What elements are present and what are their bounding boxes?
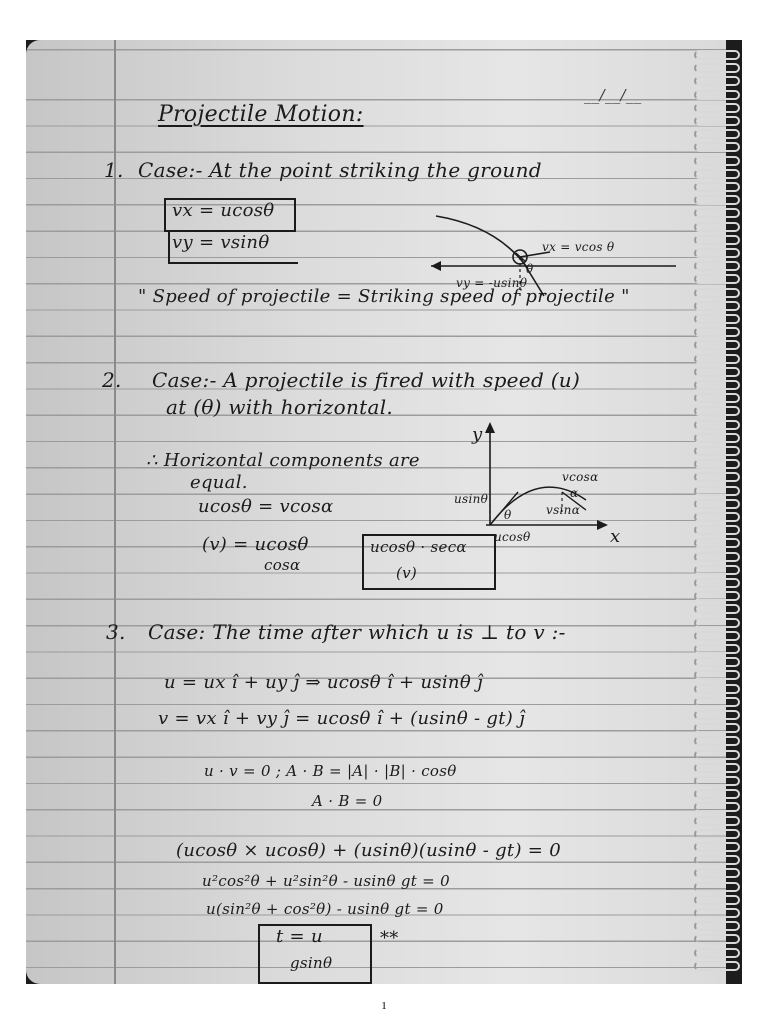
- case1-angle: θ: [526, 262, 534, 276]
- case2-boxed-den: (v): [396, 564, 418, 582]
- spiral-coil: [694, 921, 740, 931]
- spiral-coil: [694, 934, 740, 944]
- spiral-coil: [694, 327, 740, 337]
- case3-eq5: (ucosθ × ucosθ) + (usinθ)(usinθ - gt) = 0: [176, 840, 561, 861]
- spiral-coil: [694, 142, 740, 152]
- spiral-coil: [694, 116, 740, 126]
- case2-eq2-lhs: (v) = ucosθ: [202, 534, 309, 555]
- graph-ucos-label: ucosθ: [494, 530, 531, 544]
- spiral-coil: [694, 882, 740, 892]
- date-field: __/__/__: [584, 86, 642, 104]
- spiral-coil: [694, 459, 740, 469]
- spiral-coil: [694, 684, 740, 694]
- spiral-coil: [694, 367, 740, 377]
- spiral-coil: [694, 446, 740, 456]
- case1-vx-label: vx = vcos θ: [542, 240, 615, 254]
- spiral-coil: [694, 789, 740, 799]
- notebook-spiral: [694, 44, 742, 980]
- spiral-coil: [694, 578, 740, 588]
- spiral-coil: [694, 169, 740, 179]
- graph-x-label: x: [610, 526, 621, 547]
- spiral-coil: [694, 90, 740, 100]
- spiral-coil: [694, 657, 740, 667]
- graph-vsin-label: vsinα: [546, 503, 581, 517]
- spiral-coil: [694, 433, 740, 443]
- spiral-coil: [694, 591, 740, 601]
- spiral-coil: [694, 868, 740, 878]
- spiral-coil: [694, 301, 740, 311]
- spiral-coil: [694, 274, 740, 284]
- case2-heading-line1: Case:- A projectile is fired with speed (u): [152, 368, 581, 392]
- spiral-coil: [694, 776, 740, 786]
- graph-usin-label: usinθ: [454, 492, 489, 506]
- spiral-coil: [694, 842, 740, 852]
- case3-eq2: v = vx î + vy ĵ = ucosθ î + (usinθ - gt) ĵ: [158, 708, 526, 729]
- spiral-coil: [694, 261, 740, 271]
- spiral-coil: [694, 380, 740, 390]
- spiral-coil: [694, 736, 740, 746]
- spiral-coil: [694, 248, 740, 258]
- case3-eq4: A · B = 0: [312, 792, 383, 810]
- case3-eq6: u²cos²θ + u²sin²θ - usinθ gt = 0: [202, 872, 450, 890]
- spiral-coil: [694, 670, 740, 680]
- spiral-coil: [694, 908, 740, 918]
- spiral-coil: [694, 486, 740, 496]
- spiral-coil: [694, 565, 740, 575]
- spiral-coil: [694, 182, 740, 192]
- spiral-coil: [694, 644, 740, 654]
- spiral-coil: [694, 961, 740, 971]
- spiral-coil: [694, 855, 740, 865]
- case1-note: " Speed of projectile = Striking speed of projectile ": [138, 286, 630, 307]
- spiral-coil: [694, 697, 740, 707]
- spiral-coil: [694, 723, 740, 733]
- spiral-coil: [694, 103, 740, 113]
- spiral-coil: [694, 314, 740, 324]
- spiral-coil: [694, 195, 740, 205]
- spiral-coil: [694, 631, 740, 641]
- graph-y-label: y: [472, 424, 483, 445]
- spiral-coil: [694, 393, 740, 403]
- spiral-coil: [694, 499, 740, 509]
- spiral-coil: [694, 406, 740, 416]
- spiral-coil: [694, 222, 740, 232]
- notebook-page: [26, 40, 726, 984]
- spiral-coil: [694, 472, 740, 482]
- case3-eq3: u · v = 0 ; A · B = |A| · |B| · cosθ: [204, 762, 457, 780]
- case2-boxed-num: ucosθ · secα: [370, 538, 467, 556]
- spiral-coil: [694, 829, 740, 839]
- spiral-coil: [694, 802, 740, 812]
- case2-eq1: ucosθ = vcosα: [198, 496, 334, 517]
- case3-result-den: gsinθ: [290, 954, 333, 972]
- spiral-coil: [694, 710, 740, 720]
- spiral-coil: [694, 235, 740, 245]
- case3-result-num: t = u: [276, 926, 323, 947]
- spiral-coil: [694, 538, 740, 548]
- case3-eq1: u = ux î + uy ĵ ⇒ ucosθ î + usinθ ĵ: [164, 672, 483, 693]
- case1-heading: Case:- At the point striking the ground: [138, 158, 542, 182]
- spiral-coil: [694, 76, 740, 86]
- case3-stars: **: [380, 928, 399, 949]
- spiral-coil: [694, 525, 740, 535]
- spiral-coil: [694, 156, 740, 166]
- graph-vcos-label: vcosα: [562, 470, 599, 484]
- case1-eq1: vx = ucosθ: [172, 200, 275, 221]
- spiral-coil: [694, 63, 740, 73]
- spiral-coil: [694, 763, 740, 773]
- notebook-scan: [26, 40, 742, 984]
- spiral-coil: [694, 816, 740, 826]
- spiral-coil: [694, 208, 740, 218]
- case1-number: 1.: [104, 158, 124, 182]
- case3-number: 3.: [106, 620, 126, 644]
- spiral-coil: [694, 420, 740, 430]
- case1-eq2: vy = vsinθ: [172, 232, 270, 253]
- case3-eq7: u(sin²θ + cos²θ) - usinθ gt = 0: [206, 900, 444, 918]
- spiral-coil: [694, 750, 740, 760]
- page-title: Projectile Motion:: [158, 102, 364, 127]
- case1-vy-label: vy = -usinθ: [456, 276, 528, 290]
- spiral-coil: [694, 948, 740, 958]
- spiral-coil: [694, 340, 740, 350]
- spiral-coil: [694, 618, 740, 628]
- spiral-coil: [694, 895, 740, 905]
- graph-alpha-label: α: [570, 486, 579, 500]
- spiral-coil: [694, 512, 740, 522]
- case2-line2: equal.: [190, 472, 248, 493]
- case3-heading: Case: The time after which u is ⊥ to v :-: [148, 620, 566, 644]
- case2-eq2-den: cosα: [264, 556, 301, 574]
- spiral-coil: [694, 129, 740, 139]
- case2-line1: ∴ Horizontal components are: [146, 450, 420, 471]
- case2-heading-line2: at (θ) with horizontal.: [166, 395, 394, 419]
- page-number: 1: [381, 1000, 387, 1012]
- spiral-coil: [694, 354, 740, 364]
- spiral-coil: [694, 288, 740, 298]
- spiral-coil: [694, 604, 740, 614]
- spiral-coil: [694, 552, 740, 562]
- spiral-coil: [694, 50, 740, 60]
- graph-theta-label: θ: [504, 508, 512, 522]
- case2-number: 2.: [102, 368, 122, 392]
